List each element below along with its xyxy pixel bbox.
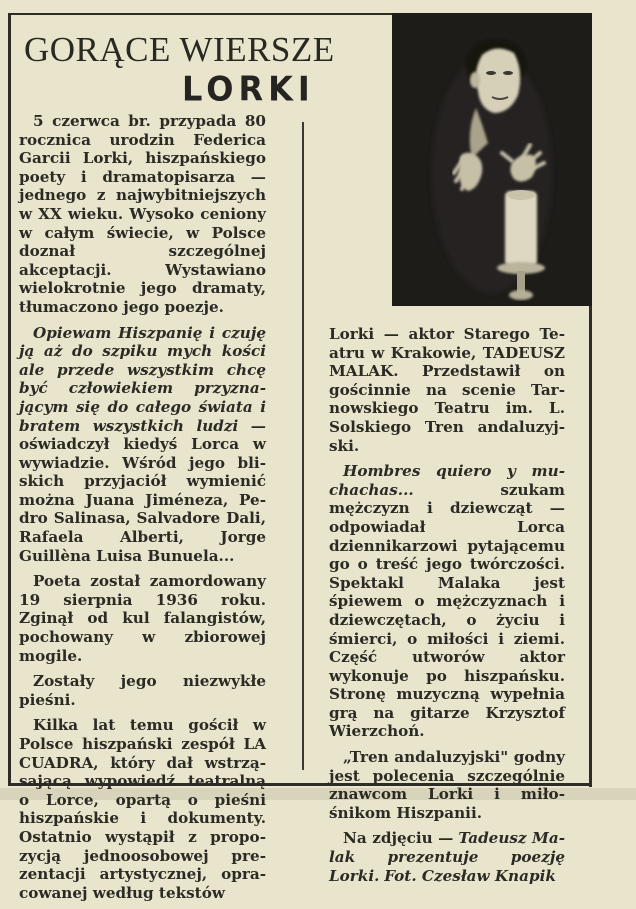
column-divider	[302, 122, 304, 770]
frame-right-edge	[589, 305, 592, 787]
article-title-line2: LORKI	[182, 69, 315, 109]
photo-credit: Fot. Czesław Knapik	[384, 866, 556, 885]
article-left-column	[19, 112, 266, 909]
paragraph-quote-block	[19, 324, 266, 566]
article-right-column	[329, 325, 565, 892]
article-title-line1: GORĄCE WIERSZE	[24, 30, 335, 69]
paragraph-death: Poeta został zamordowany 19 sierpnia 1936 roku. Zginął od kul falangistów, pochowany w zbiorowej mogile.	[19, 572, 266, 665]
photo-caption	[329, 829, 565, 885]
paragraph-la-cuadra: Kilka lat temu gościł w Polsce hiszpański zespół LA CUADRA, który dał wstrząsającą wypowiedź teatralną o Lorce, opartą o pieśni hiszpańskie i dokumenty. Ostatnio wystąpił z propozycją jednoosobowej prezentacji artystycznej, opracowanej według tekstów	[19, 716, 266, 902]
paragraph-hombres	[329, 462, 565, 741]
article-photo	[392, 13, 592, 306]
hombres-quote: Hombres quiero y muchachas...	[329, 462, 565, 499]
paragraph-spectacle: szukam mężczyzn i dziewcząt — odpowiadał Lorca dziennikarzowi pytającemu go o treść jego twórczości. Spektakl Malaka jest śpiewem o mężczyznach i dziewczętach, o życiu i śmierci, o miłości i ziemi. Część utworów aktor wykonuje po hiszpańsku. Stronę muzyczną wypełnia grą na gitarze Krzysztof Wierzchoń.	[329, 480, 565, 741]
photo-actor-with-candle-icon	[392, 13, 592, 306]
caption-text: Tadeusz Malak prezentuje poezję Lorki.	[329, 829, 566, 885]
caption-lead: Na zdjęciu —	[343, 829, 454, 848]
paragraph-malak: Lorki — aktor Starego Teatru w Krakowie, TADEUSZ MALAK. Przedstawił on gościnnie na scenie Tarnowskiego Teatru im. L. Solskiego Tren andaluzyjski.	[329, 325, 565, 455]
paragraph-recommendation: „Tren andaluzyjski" godny jest polecenia szczególnie znawcom Lorki i miłośnikom Hiszpanii.	[329, 748, 565, 822]
lorca-quote: Opiewam Hiszpanię i czuję ją aż do szpiku mych kości ale przede wszystkim chcę być człowiekiem przyznającym się do całego świata i bratem wszystkich ludzi —	[19, 323, 266, 435]
paragraph-intro: 5 czerwca br. przypada 80 rocznica urodzin Federica Garcii Lorki, hiszpańskiego poety i dramatopisarza — jednego z najwybitniejszych w XX wieku. Wysoko ceniony w całym świecie, w Polsce doznał szczególnej akceptacji. Wystawiano wielokrotnie jego dramaty, tłumaczono jego poezje.	[19, 112, 266, 316]
paragraph-friends: oświadczył kiedyś Lorca w wywiadzie. Wśród jego bliskich przyjaciół wymienić można Juana Jiméneza, Pedro Salinasa, Salvadore Dali, Rafaela Alberti, Jorge Guillèna Luisa Bunuela...	[19, 435, 266, 565]
paragraph-songs: Zostały jego niezwykłe pieśni.	[19, 672, 266, 709]
